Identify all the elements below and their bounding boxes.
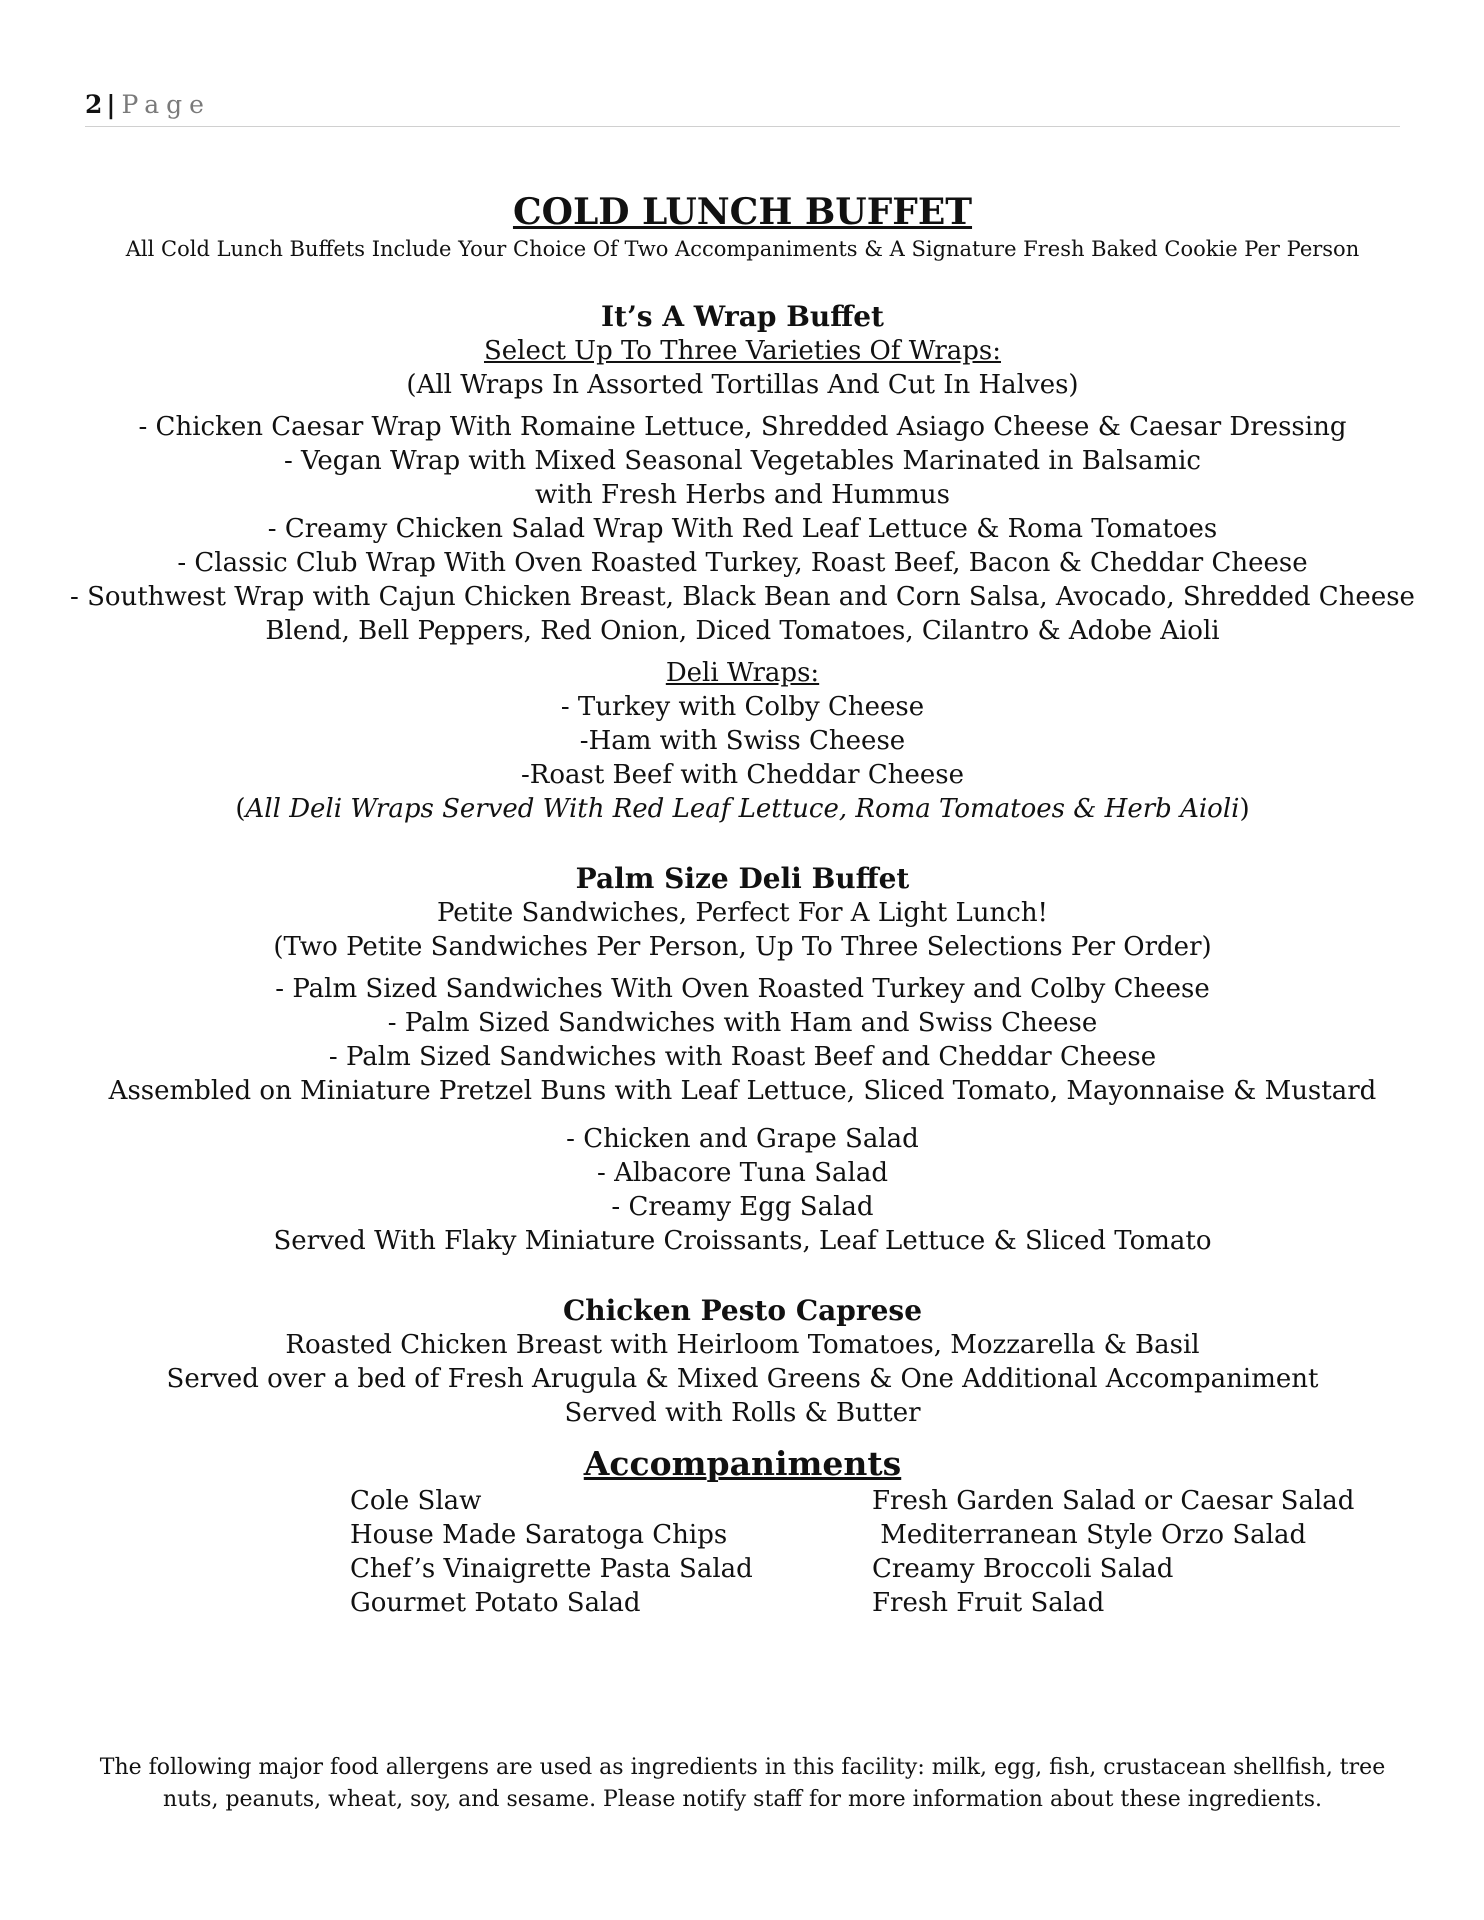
accompaniment-item: Fresh Garden Salad or Caesar Salad — [872, 1486, 1355, 1516]
deli-wrap-item: - Turkey with Colby Cheese — [560, 692, 925, 722]
allergen-line: The following major food allergens are used as ingredients in this facility: milk, egg, fish, crustacean shellfish, tree — [99, 1755, 1386, 1780]
accompaniments-left-column — [350, 1484, 753, 1620]
accompaniment-item: Cole Slaw — [350, 1486, 482, 1516]
caprese-line: Roasted Chicken Breast with Heirloom Tomatoes, Mozzarella & Basil — [285, 1330, 1200, 1360]
caprese-line: Served with Rolls & Butter — [564, 1398, 921, 1428]
wrap-note: (All Wraps In Assorted Tortillas And Cut In Halves) — [406, 370, 1079, 400]
accompaniment-item: Gourmet Potato Salad — [350, 1588, 641, 1618]
palm-buffet-heading: Palm Size Deli Buffet — [575, 862, 910, 895]
palm-note: (Two Petite Sandwiches Per Person, Up To Three Selections Per Order) — [273, 932, 1212, 962]
allergen-line: nuts, peanuts, wheat, soy, and sesame. Please notify staff for more information about these ingredients. — [162, 1787, 1322, 1812]
accompaniment-item: Chef’s Vinaigrette Pasta Salad — [350, 1554, 753, 1584]
page-subtitle: All Cold Lunch Buffets Include Your Choice Of Two Accompaniments & A Signature Fresh Baked Cookie Per Person — [125, 237, 1360, 261]
wrap-item: Blend, Bell Peppers, Red Onion, Diced Tomatoes, Cilantro & Adobe Aioli — [265, 616, 1220, 646]
accompaniment-item: Mediterranean Style Orzo Salad — [872, 1520, 1307, 1550]
wrap-item: - Vegan Wrap with Mixed Seasonal Vegetables Marinated in Balsamic — [283, 446, 1201, 476]
deli-wrap-item: -Ham with Swiss Cheese — [579, 726, 906, 756]
caprese-line: Served over a bed of Fresh Arugula & Mixed Greens & One Additional Accompaniment — [166, 1364, 1319, 1394]
menu-content — [60, 190, 1425, 1620]
allergen-notice — [80, 1752, 1405, 1816]
wrap-item: - Southwest Wrap with Cajun Chicken Breast, Black Bean and Corn Salsa, Avocado, Shredded Cheese — [70, 582, 1415, 612]
accompaniments-right-column — [872, 1484, 1354, 1620]
wrap-item: - Creamy Chicken Salad Wrap With Red Leaf Lettuce & Roma Tomatoes — [267, 514, 1218, 544]
palm-salad-item: Served With Flaky Miniature Croissants, Leaf Lettuce & Sliced Tomato — [273, 1226, 1212, 1256]
wrap-buffet-heading: It’s A Wrap Buffet — [601, 300, 884, 333]
palm-salad-item: - Creamy Egg Salad — [611, 1192, 874, 1222]
palm-item: Assembled on Miniature Pretzel Buns with Leaf Lettuce, Sliced Tomato, Mayonnaise & Mustard — [108, 1076, 1377, 1106]
page-separator: | — [106, 90, 116, 119]
accompaniment-item: Fresh Fruit Salad — [872, 1588, 1105, 1618]
wrap-item: - Chicken Caesar Wrap With Romaine Lettuce, Shredded Asiago Cheese & Caesar Dressing — [138, 412, 1347, 442]
accompaniment-item: House Made Saratoga Chips — [350, 1520, 728, 1550]
deli-wraps-heading: Deli Wraps: — [665, 658, 820, 688]
page-number: 2 — [85, 90, 103, 119]
palm-item: - Palm Sized Sandwiches with Ham and Swiss Cheese — [387, 1008, 1098, 1038]
palm-salad-item: - Chicken and Grape Salad — [566, 1124, 919, 1154]
palm-salad-item: - Albacore Tuna Salad — [597, 1158, 888, 1188]
caprese-heading: Chicken Pesto Caprese — [562, 1294, 923, 1327]
wrap-select-line: Select Up To Three Varieties Of Wraps: — [483, 336, 1001, 366]
accompaniment-item: Creamy Broccoli Salad — [872, 1554, 1174, 1584]
wrap-item: - Classic Club Wrap With Oven Roasted Turkey, Roast Beef, Bacon & Cheddar Cheese — [177, 548, 1308, 578]
wrap-item: with Fresh Herbs and Hummus — [535, 480, 950, 510]
palm-item: - Palm Sized Sandwiches With Oven Roasted Turkey and Colby Cheese — [275, 974, 1210, 1004]
page-word: Page — [121, 90, 211, 119]
palm-item: - Palm Sized Sandwiches with Roast Beef and Cheddar Cheese — [328, 1042, 1157, 1072]
page-title: COLD LUNCH BUFFET — [512, 191, 973, 233]
accompaniments-heading: Accompaniments — [583, 1444, 902, 1483]
page-header — [85, 90, 1400, 127]
deli-wraps-note: (All Deli Wraps Served With Red Leaf Lettuce, Roma Tomatoes & Herb Aioli) — [235, 794, 1250, 824]
accompaniments-list — [60, 1484, 1425, 1620]
palm-tagline: Petite Sandwiches, Perfect For A Light Lunch! — [436, 898, 1049, 928]
deli-wrap-item: -Roast Beef with Cheddar Cheese — [520, 760, 964, 790]
